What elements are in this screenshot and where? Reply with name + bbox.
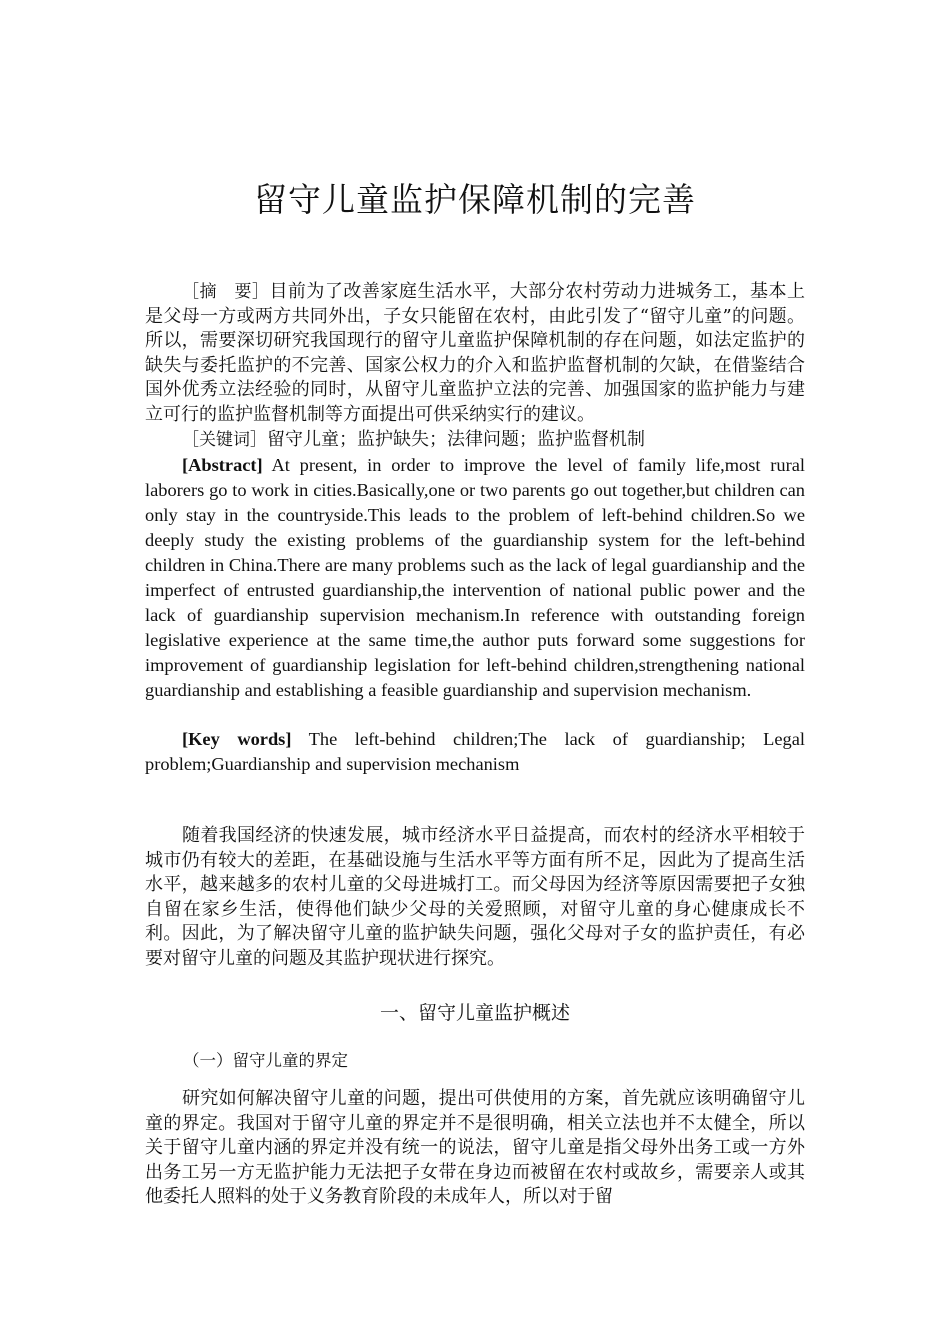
keywords-cn-text: 留守儿童；监护缺失；法律问题；监护监督机制: [267, 429, 645, 450]
keywords-en-label: [Key words]: [182, 729, 292, 749]
abstract-cn-text: 目前为了改善家庭生活水平，大部分农村劳动力进城务工，基本上是父母一方或两方共同外出，子女只能留在农村，由此引发了“留守儿童”的问题。所以，需要深切研究我国现行的留守儿童监护保障机制的存在问题，如法定监护的缺失与委托监护的不完善、国家公权力的介入和监护监督机制的欠缺，在借鉴结合国外优秀立法经验的同时，从留守儿童监护立法的完善、加强国家的监护能力与建立可行的监护监督机制等方面提出可供采纳实行的建议。: [145, 281, 806, 425]
keywords-cn-label: ［关键词］: [182, 430, 267, 450]
abstract-cn-label: ［摘 要］: [182, 282, 270, 302]
abstract-en-label: [Abstract]: [182, 455, 263, 475]
abstract-en-text: At present, in order to improve the level of family life,most rural laborers go to work in cities.Basically,one or two parents go out together,but children can only stay in the countryside.This leads to the problem of left-behind children.So we deeply study the existing problems of the guardianship system for the left-behind children in China.There are many problems such as the lack of legal guardianship and the imperfect of entrusted guardianship,the intervention of national public power and the lack of guardianship supervision mechanism.In reference with outstanding foreign legislative experience at the same time,the author puts forward some suggestions for improvement of guardianship legislation for left-behind children,strengthening national guardianship and establishing a feasible guardianship and supervision mechanism.: [145, 455, 805, 700]
abstract-cn: [145, 280, 805, 427]
subsection-paragraph: 研究如何解决留守儿童的问题，提出可供使用的方案，首先就应该明确留守儿童的界定。我国对于留守儿童的界定并不是很明确，相关立法也并不太健全，所以关于留守儿童内涵的界定并没有统一的说法，留守儿童是指父母外出务工或一方外出务工另一方无监护能力无法把子女带在身边而被留在农村或故乡，需要亲人或其他委托人照料的处于义务教育阶段的未成年人，所以对于留: [145, 1088, 805, 1208]
intro-paragraph: 随着我国经济的快速发展，城市经济水平日益提高，而农村的经济水平相较于城市仍有较大的差距，在基础设施与生活水平等方面有所不足，因此为了提高生活水平，越来越多的农村儿童的父母进城打工。而父母因为经济等原因需要把子女独自留在家乡生活，使得他们缺少父母的关爱照顾，对留守儿童的身心健康成长不利。因此，为了解决留守儿童的监护缺失问题，强化父母对子女的监护责任，有必要对留守儿童的问题及其监护现状进行探究。: [145, 825, 805, 969]
keywords-en: [145, 727, 805, 777]
keywords-en-text: The left-behind children;The lack of guardianship; Legal problem;Guardianship and supervision mechanism: [145, 729, 805, 774]
paper-title: 留守儿童监护保障机制的完善: [254, 180, 696, 219]
subsection-heading: （一）留守儿童的界定: [183, 1051, 348, 1070]
keywords-cn: [145, 428, 805, 453]
section-heading: 一、留守儿童监护概述: [379, 1002, 570, 1024]
abstract-en: [145, 453, 805, 703]
